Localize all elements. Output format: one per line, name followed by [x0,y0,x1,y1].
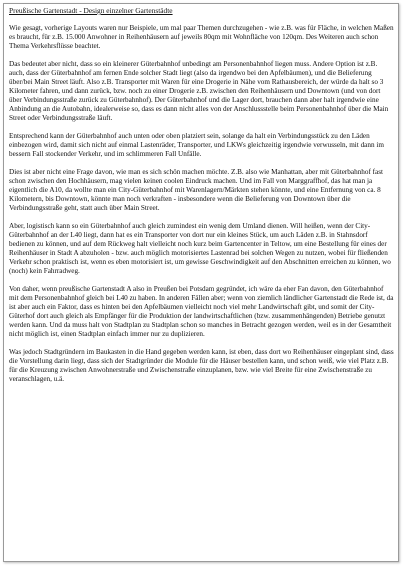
paragraph-4: Dies ist aber nicht eine Frage davon, wie man es sich schön machen möchte. Z.B. also wie Manhattan, aber mit Güterbahnhof fast schon zwischen den Hochhäusern, mag vielen keinen coolen Eindruck machen. Und im Fall von Marggraffhof, das hat man ja eigentlich die A10, da wollte man ein City-Güterbahnhof mit Warenlagern/Märkten stehen könnte, und eine Entfernung von ca. 8 Kilometern, bis Downtown, könnte man noch verkraften - insbesondere wenn die Belieferung von Downtown über die Verbindungsstraße geht, statt auch über Main Street. [9,168,384,212]
paragraph-3: Entsprechend kann der Güterbahnhof auch unten oder oben platziert sein, solange da halt ein Verbindungsstück zu den Läden einbezogen wird, damit sich nicht auf einmal Lastenräder, Transporter, und LKWs gleichzeitig irgendwie verwusseln, mit dann im bessern Fall stockender Verkehr, und im schlimmeren Fall Unfälle. [9,132,384,158]
paragraph-6: Von daher, wenn preußische Gartenstadt A also in Preußen bei Potsdam gegründet, ich wäre da eher Fan davon, den Güterbahnhof mit dem Personenbahnhof gleich bei L40 zu haben. In anderen Fällen aber; wenn von ziemlich ländlicher Gartenstadt die Rede ist, da ist aber auch ein Faktor, dass es hinten bei den Apfelbäumen vielleicht noch viel mehr Landwirtschaft gibt, und somit der City-Güterhof dort auch gleich als Empfänger für die Produktion der landwirtschaftlichen (bzw. zusammenhängenden) Betriebe genutzt werden kann. Und da muss halt von Stadtplan zu Stadtplan schon so manches in Betracht gezogen werden, weil es in der Gesamtheit nicht möglich ist, einen Stadtplan einfach immer nur zu duplizieren. [9,285,394,338]
paragraph-7: Was jedoch Stadtgründern im Baukasten in die Hand gegeben werden kann, ist eben, dass dort wo Reihenhäuser eingeplant sind, dass die Vorstellung darin liegt, dass sich der Stadtgründer die Module für die Häuser bestellen kann, und schon weiß, wie viel Platz z.B. für die Kreuzung zwischen Anwohnerstraße und Zwischenstraße einzuplanen, bzw. wie viel Breite für eine Zwischenstraße zu veranschlagen, u.ä. [9,348,394,383]
paragraph-2: Das bedeutet aber nicht, dass so ein kleinerer Güterbahnhof unbedingt am Personenbahnhof liegen muss. Andere Option ist z.B. auch, dass der Güterbahnhof am fernen Ende solcher Stadt liegt (also da irgendwo bei den Apfelbäumen), und die Belieferung über/bei Main Street läuft. Also z.B. Transporter mit Waren für eine Drogerie in Nähe vom Rathausbereich, der würde da halt so 3 Kilometer fahren, und dann zurück, bzw. noch zu einer Drogerie z.B. zwischen den Reihenhäusern und Downtown (und von dort über Verbindungsstraße zurück zu Güterbahnhof). Der Güterbahnhof und die Lager dort, brauchen dann aber halt irgendwie eine Anbindung an die Autobahn, idealerweise so, dass es dann nicht alles von der Anschlussstelle beim Personenbahnhof über die Main Street oder Verbindungsstraße läuft. [9,60,389,122]
paragraph-5: Aber, logistisch kann so ein Güterbahnhof auch gleich zumindest ein wenig dem Umland dienen. Will heißen, wenn der City-Güterbahnhof an der L40 liegt, dann hat es ein Transporter von dort nur ein kleines Stück, um auch Läden z.B. in Stahnsdorf bedienen zu können, und auf dem Rückweg halt vielleicht noch kurz beim Gartencenter in Teltow, um eine Bestellung für eines der Reihenhäuser in Stadt A abzuholen - bzw. auch möglich motorisiertes Lastenrad bei solchen Wegen zu nutzen, wobei für fließenden Verkehr schon praktisch ist, wenn es eben motorisiert ist, um gewisse Geschwindigkeit auf den Abschnitten erreichen zu können, wo (noch) kein Fahrradweg. [9,222,391,275]
document-page [3,3,399,562]
paragraph-1: Wie gesagt, vorherige Layouts waren nur Beispiele, um mal paar Themen durchzugehen - wie z.B. was für Fläche, in welchen Maßen es braucht, für z.B. 15.000 Anwohner in Reihenhäusern auf jeweils 80qm mit Wohnfläche von 120qm. Des Weiteren auch schon Thema Verkehrsflüsse beachtet. [9,24,394,50]
document-body [9,6,394,384]
document-title: Preußische Gartenstadt - Design einzelner Gartenstädte [9,6,173,15]
